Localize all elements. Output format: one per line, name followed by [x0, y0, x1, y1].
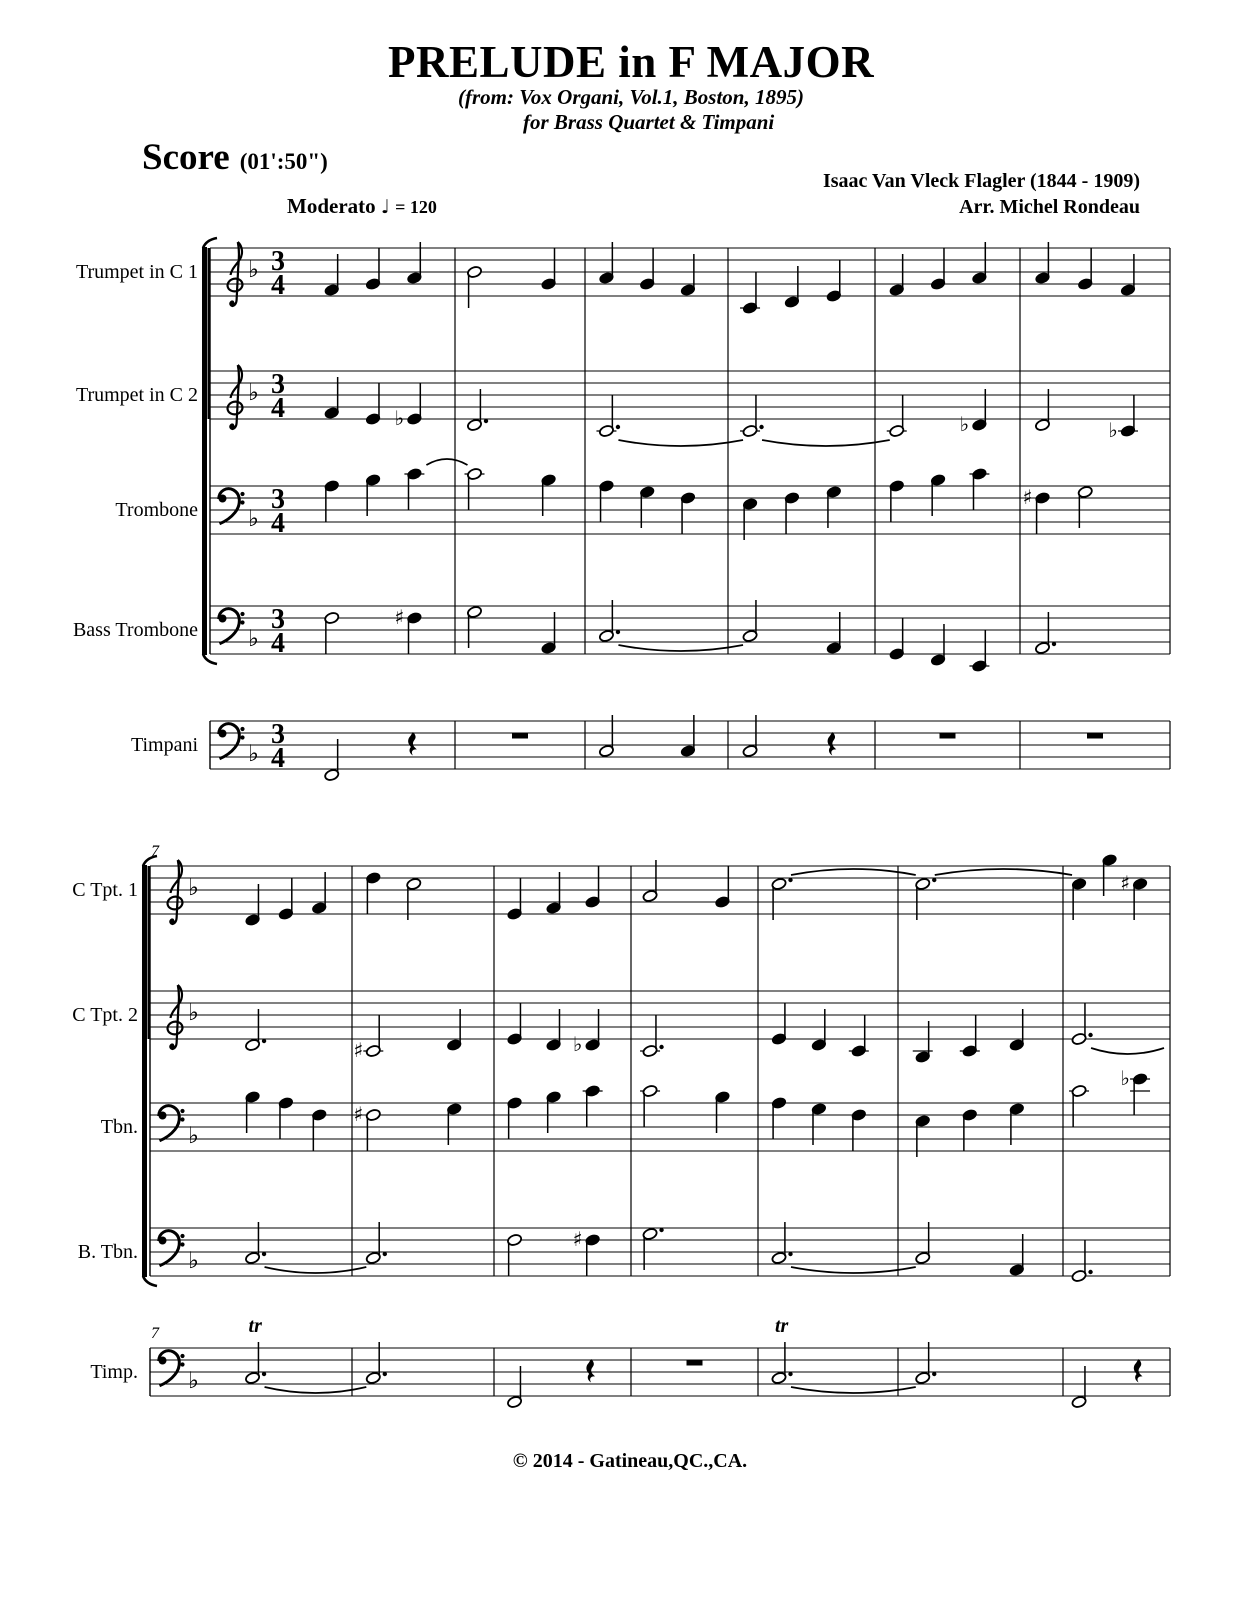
augmentation-dot	[1052, 642, 1056, 646]
duration-label: (01':50")	[239, 149, 328, 174]
treble-clef-icon	[226, 400, 243, 415]
instrument-label: Trombone	[115, 499, 198, 521]
instrument-label: C Tpt. 1	[72, 879, 138, 901]
staff-b-tbn	[78, 1222, 1170, 1283]
augmentation-dot	[788, 878, 792, 882]
tie-under	[762, 440, 890, 446]
treble-clef-icon	[230, 301, 234, 305]
augmentation-dot	[383, 1252, 387, 1256]
staff-c-tpt-1	[72, 853, 1170, 926]
sharp-accidental: ♯	[353, 1102, 364, 1126]
time-signature-denominator: 4	[271, 628, 285, 659]
staff-timpani	[131, 715, 1170, 782]
augmentation-dot	[1088, 1033, 1092, 1037]
key-signature-flat: ♭	[188, 1123, 199, 1149]
key-signature-flat: ♭	[188, 1368, 199, 1394]
bass-clef-icon	[180, 1109, 184, 1113]
copyright-footer: © 2014 - Gatineau,QC.,CA.	[512, 1450, 748, 1472]
quarter-note-icon: ♩	[380, 196, 390, 218]
bass-clef-icon	[240, 727, 244, 731]
augmentation-dot	[659, 1228, 663, 1232]
time-signature-numerator: 3	[271, 719, 285, 750]
staff-c-tpt-2	[72, 985, 1170, 1064]
time-signature-numerator: 3	[271, 369, 285, 400]
instrument-label: B. Tbn.	[77, 1241, 138, 1263]
augmentation-dot	[932, 878, 936, 882]
key-signature-flat: ♭	[248, 506, 259, 532]
bass-clef-icon	[219, 609, 240, 644]
system-bracket	[142, 865, 147, 1277]
sharp-accidental: ♯	[1022, 485, 1033, 509]
time-signature-denominator: 4	[271, 508, 285, 539]
bracket-hook-bottom	[203, 654, 217, 664]
key-signature-flat: ♭	[188, 875, 199, 901]
bass-clef-icon	[240, 500, 244, 504]
augmentation-dot	[932, 1372, 936, 1376]
bass-clef-icon	[219, 489, 240, 524]
instrument-label: Trumpet in C 1	[75, 261, 198, 283]
system-bracket	[202, 247, 207, 655]
time-signature-denominator: 4	[271, 743, 285, 774]
tempo-value: = 120	[395, 197, 437, 217]
instrument-label: C Tpt. 2	[72, 1004, 138, 1026]
subtitle-ensemble: for Brass Quartet & Timpani	[523, 110, 775, 134]
treble-clef-icon	[170, 1044, 174, 1048]
key-signature-flat: ♭	[248, 626, 259, 652]
whole-rest	[512, 733, 528, 739]
trill-marking: tr	[775, 1315, 789, 1337]
sharp-accidental: ♯	[572, 1227, 583, 1251]
augmentation-dot	[1088, 1270, 1092, 1274]
bass-clef-icon	[180, 1117, 184, 1121]
tie-under	[618, 440, 743, 446]
instrument-label: Tbn.	[100, 1116, 138, 1138]
sharp-accidental: ♯	[1120, 871, 1130, 895]
measure-number: 7	[151, 1325, 159, 1342]
instrument-label: Trumpet in C 2	[75, 384, 198, 406]
whole-rest	[940, 733, 956, 739]
tie-over	[935, 869, 1072, 875]
augmentation-dot	[788, 1252, 792, 1256]
tie-under	[265, 1387, 367, 1393]
bass-clef-icon	[180, 1362, 184, 1366]
augmentation-dot	[616, 630, 620, 634]
bass-clef-icon	[240, 735, 244, 739]
bass-clef-icon	[240, 492, 244, 496]
quarter-rest	[586, 1359, 595, 1383]
instrument-label: Timpani	[130, 734, 198, 756]
bass-clef-icon	[180, 1354, 184, 1358]
treble-clef-icon	[166, 895, 183, 910]
treble-clef-icon	[230, 424, 234, 428]
instrument-label: Bass Trombone	[72, 619, 198, 641]
flat-accidental: ♭	[394, 406, 405, 430]
time-signature-numerator: 3	[271, 604, 285, 635]
flat-accidental: ♭	[1108, 418, 1118, 442]
augmentation-dot	[383, 1372, 387, 1376]
tie-under	[1091, 1048, 1164, 1054]
sharp-accidental: ♯	[394, 605, 405, 629]
quarter-rest	[828, 732, 837, 756]
key-signature-flat: ♭	[248, 257, 259, 283]
tie-under	[618, 645, 743, 651]
subtitle-source: (from: Vox Organi, Vol.1, Boston, 1895)	[458, 85, 804, 109]
flat-accidental: ♭	[572, 1032, 583, 1056]
flat-accidental: ♭	[959, 412, 970, 436]
staff-tbn	[101, 1066, 1170, 1157]
tie-under	[791, 1387, 916, 1393]
treble-clef-icon	[166, 1020, 183, 1035]
bass-clef-icon	[240, 620, 244, 624]
bass-clef-icon	[219, 724, 240, 759]
key-signature-flat: ♭	[248, 741, 259, 767]
quarter-rest	[1134, 1359, 1143, 1383]
quarter-rest	[408, 732, 417, 756]
tie-under	[265, 1267, 367, 1273]
key-signature-flat: ♭	[188, 1000, 199, 1026]
time-signature-denominator: 4	[271, 270, 285, 301]
score-label: Score	[142, 137, 230, 178]
time-signature-numerator: 3	[271, 484, 285, 515]
instrument-label: Timp.	[90, 1361, 138, 1383]
tie-over	[791, 869, 916, 875]
bass-clef-icon	[240, 612, 244, 616]
key-signature-flat: ♭	[248, 380, 259, 406]
arranger-credit: Arr. Michel Rondeau	[959, 196, 1140, 218]
staff-trombone	[115, 459, 1170, 540]
trill-marking: tr	[248, 1315, 262, 1337]
staff-trumpet-in-c-1	[76, 242, 1170, 315]
augmentation-dot	[659, 1045, 663, 1049]
augmentation-dot	[616, 425, 620, 429]
whole-rest	[687, 1360, 703, 1366]
bass-clef-icon	[180, 1242, 184, 1246]
system-1	[73, 238, 1170, 782]
time-signature-numerator: 3	[271, 246, 285, 277]
bass-clef-icon	[159, 1351, 180, 1386]
measure-number: 7	[151, 843, 159, 860]
augmentation-dot	[262, 1372, 266, 1376]
augmentation-dot	[759, 425, 763, 429]
bracket-hook-bottom	[143, 1276, 157, 1286]
bass-clef-icon	[180, 1234, 184, 1238]
system-2	[72, 843, 1170, 1409]
augmentation-dot	[788, 1372, 792, 1376]
treble-clef-icon	[226, 277, 243, 292]
sharp-accidental: ♯	[353, 1038, 364, 1062]
augmentation-dot	[484, 419, 488, 423]
augmentation-dot	[262, 1252, 266, 1256]
key-signature-flat: ♭	[188, 1248, 199, 1274]
staff-timp	[90, 1315, 1170, 1409]
tie-over	[426, 459, 467, 465]
treble-clef-icon	[170, 919, 174, 923]
augmentation-dot	[262, 1039, 266, 1043]
bass-clef-icon	[159, 1106, 180, 1141]
tie-under	[791, 1267, 916, 1273]
time-signature-denominator: 4	[271, 393, 285, 424]
staff-bass-trombone	[73, 600, 1170, 673]
composer-credit: Isaac Van Vleck Flagler (1844 - 1909)	[822, 170, 1140, 192]
flat-accidental: ♭	[1120, 1066, 1130, 1090]
bass-clef-icon	[159, 1231, 180, 1266]
page-title: PRELUDE in F MAJOR	[388, 37, 875, 87]
whole-rest	[1087, 733, 1103, 739]
staff-trumpet-in-c-2	[76, 365, 1170, 446]
tempo-text: Moderato	[287, 194, 376, 218]
bracket-hook-top	[203, 238, 217, 248]
